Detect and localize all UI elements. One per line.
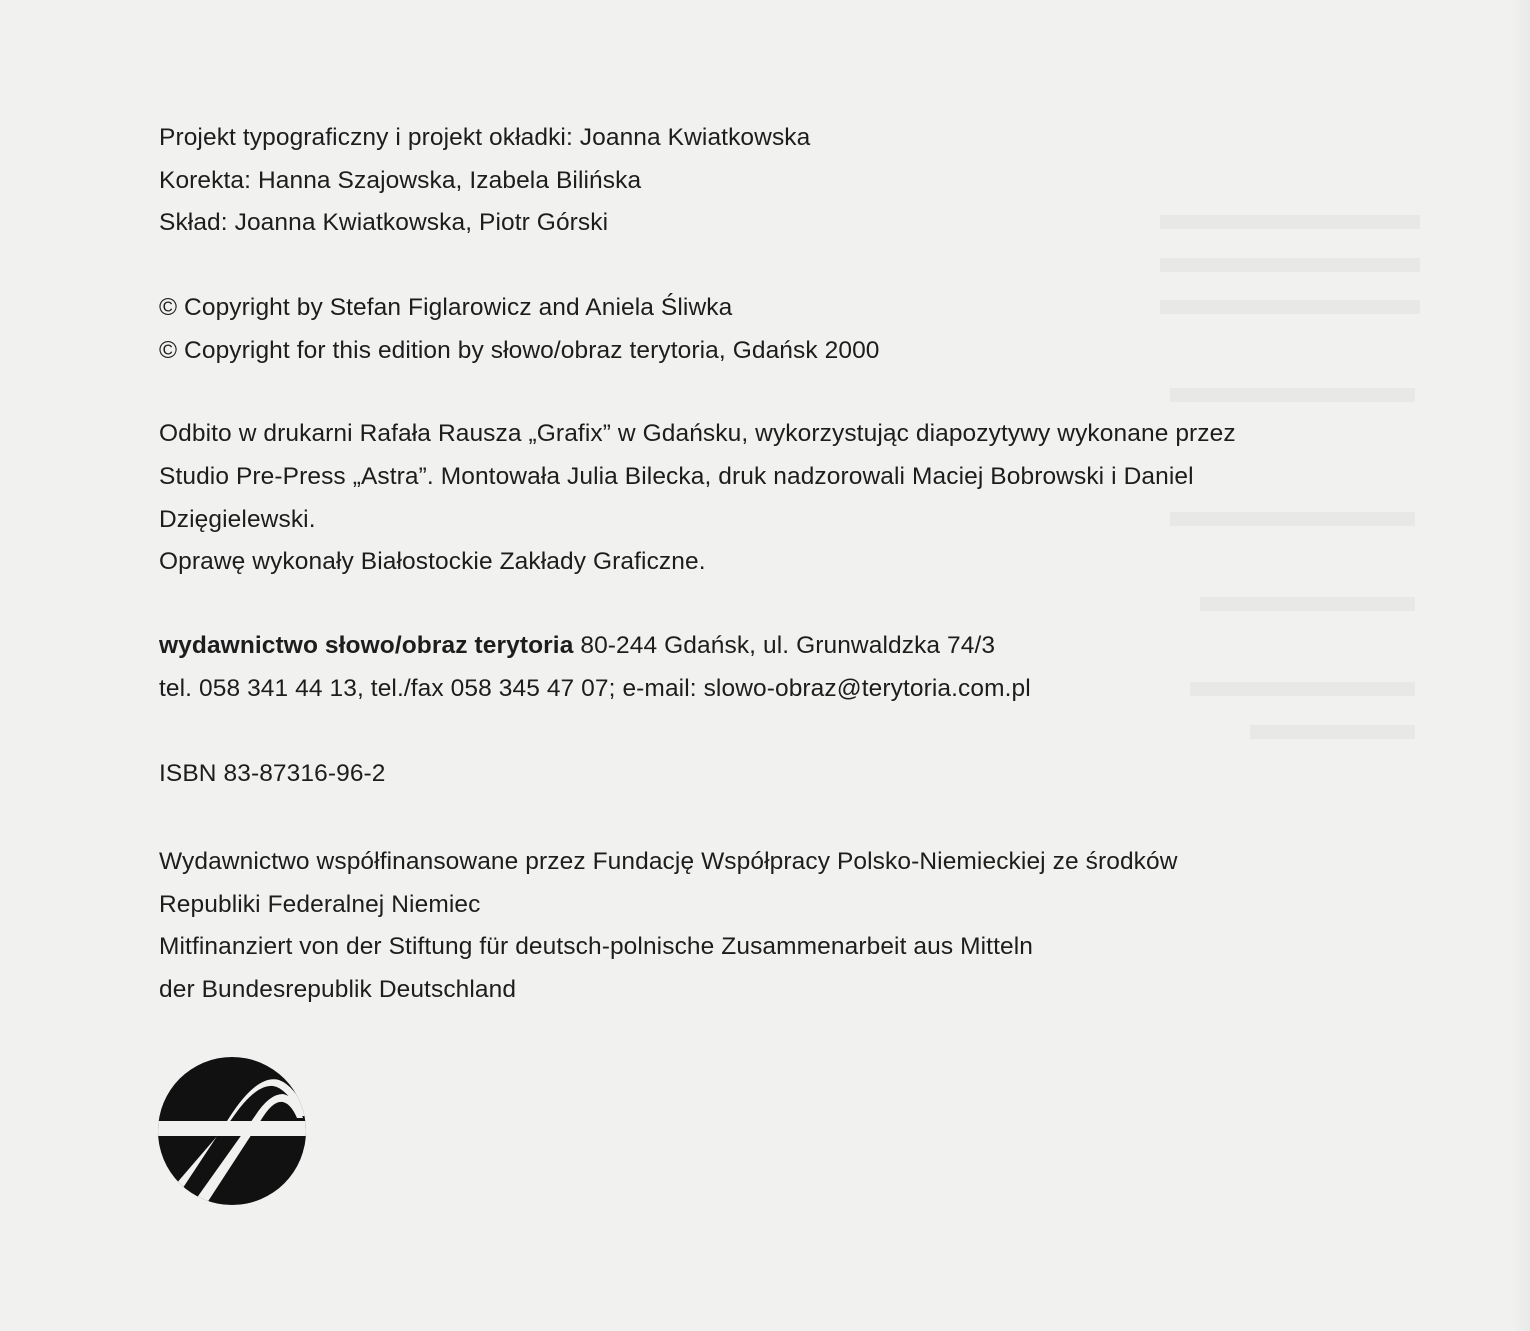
logo-horizon-band — [157, 1121, 307, 1136]
printing-info-line-1: Odbito w drukarni Rafała Rausza „Grafix” w Gdańsku, wykorzystując diapozytywy wykonane przez — [159, 420, 1236, 447]
copyright-authors: © Copyright by Stefan Figlarowicz and Aniela Śliwka — [159, 294, 733, 321]
typesetting-credit: Skład: Joanna Kwiatkowska, Piotr Górski — [159, 209, 609, 236]
binding-info: Oprawę wykonały Białostockie Zakłady Graficzne. — [159, 548, 706, 575]
funding-de-line-2: der Bundesrepublik Deutschland — [159, 976, 517, 1003]
bleed-through-texture — [1160, 215, 1420, 229]
printing-info-line-2: Studio Pre-Press „Astra”. Montowała Julia Bilecka, druk nadzorowali Maciej Bobrowski i Daniel — [159, 463, 1194, 490]
copyright-edition: © Copyright for this edition by słowo/obraz terytoria, Gdańsk 2000 — [159, 337, 880, 364]
bleed-through-texture — [1200, 597, 1415, 611]
printing-info-line-3: Dzięgielewski. — [159, 506, 316, 533]
publisher-address — [159, 631, 995, 661]
funding-de-line-1: Mitfinanziert von der Stiftung für deutsch-polnische Zusammenarbeit aus Mitteln — [159, 933, 1033, 960]
bleed-through-texture — [1170, 388, 1415, 402]
funding-pl-line-2: Republiki Federalnej Niemiec — [159, 891, 481, 918]
funding-pl-line-1: Wydawnictwo współfinansowane przez Fundację Współpracy Polsko-Niemieckiej ze środków — [159, 848, 1178, 875]
publisher-logo-bridge-icon — [157, 1056, 307, 1206]
bleed-through-texture — [1250, 725, 1415, 739]
proofreading-credit: Korekta: Hanna Szajowska, Izabela Bilińska — [159, 167, 642, 194]
publisher-contact: tel. 058 341 44 13, tel./fax 058 345 47 07; e-mail: slowo-obraz@terytoria.com.pl — [159, 675, 1031, 702]
bleed-through-texture — [1160, 300, 1420, 314]
bleed-through-texture — [1170, 512, 1415, 526]
bleed-through-texture — [1190, 682, 1415, 696]
publisher-name: wydawnictwo słowo/obraz terytoria — [159, 632, 574, 659]
isbn: ISBN 83-87316-96-2 — [159, 760, 386, 787]
bleed-through-texture — [1160, 258, 1420, 272]
publisher-street: 80-244 Gdańsk, ul. Grunwaldzka 74/3 — [573, 632, 996, 659]
design-credit: Projekt typograficzny i projekt okładki: Joanna Kwiatkowska — [159, 124, 811, 151]
page-edge-shadow — [1510, 0, 1530, 1331]
